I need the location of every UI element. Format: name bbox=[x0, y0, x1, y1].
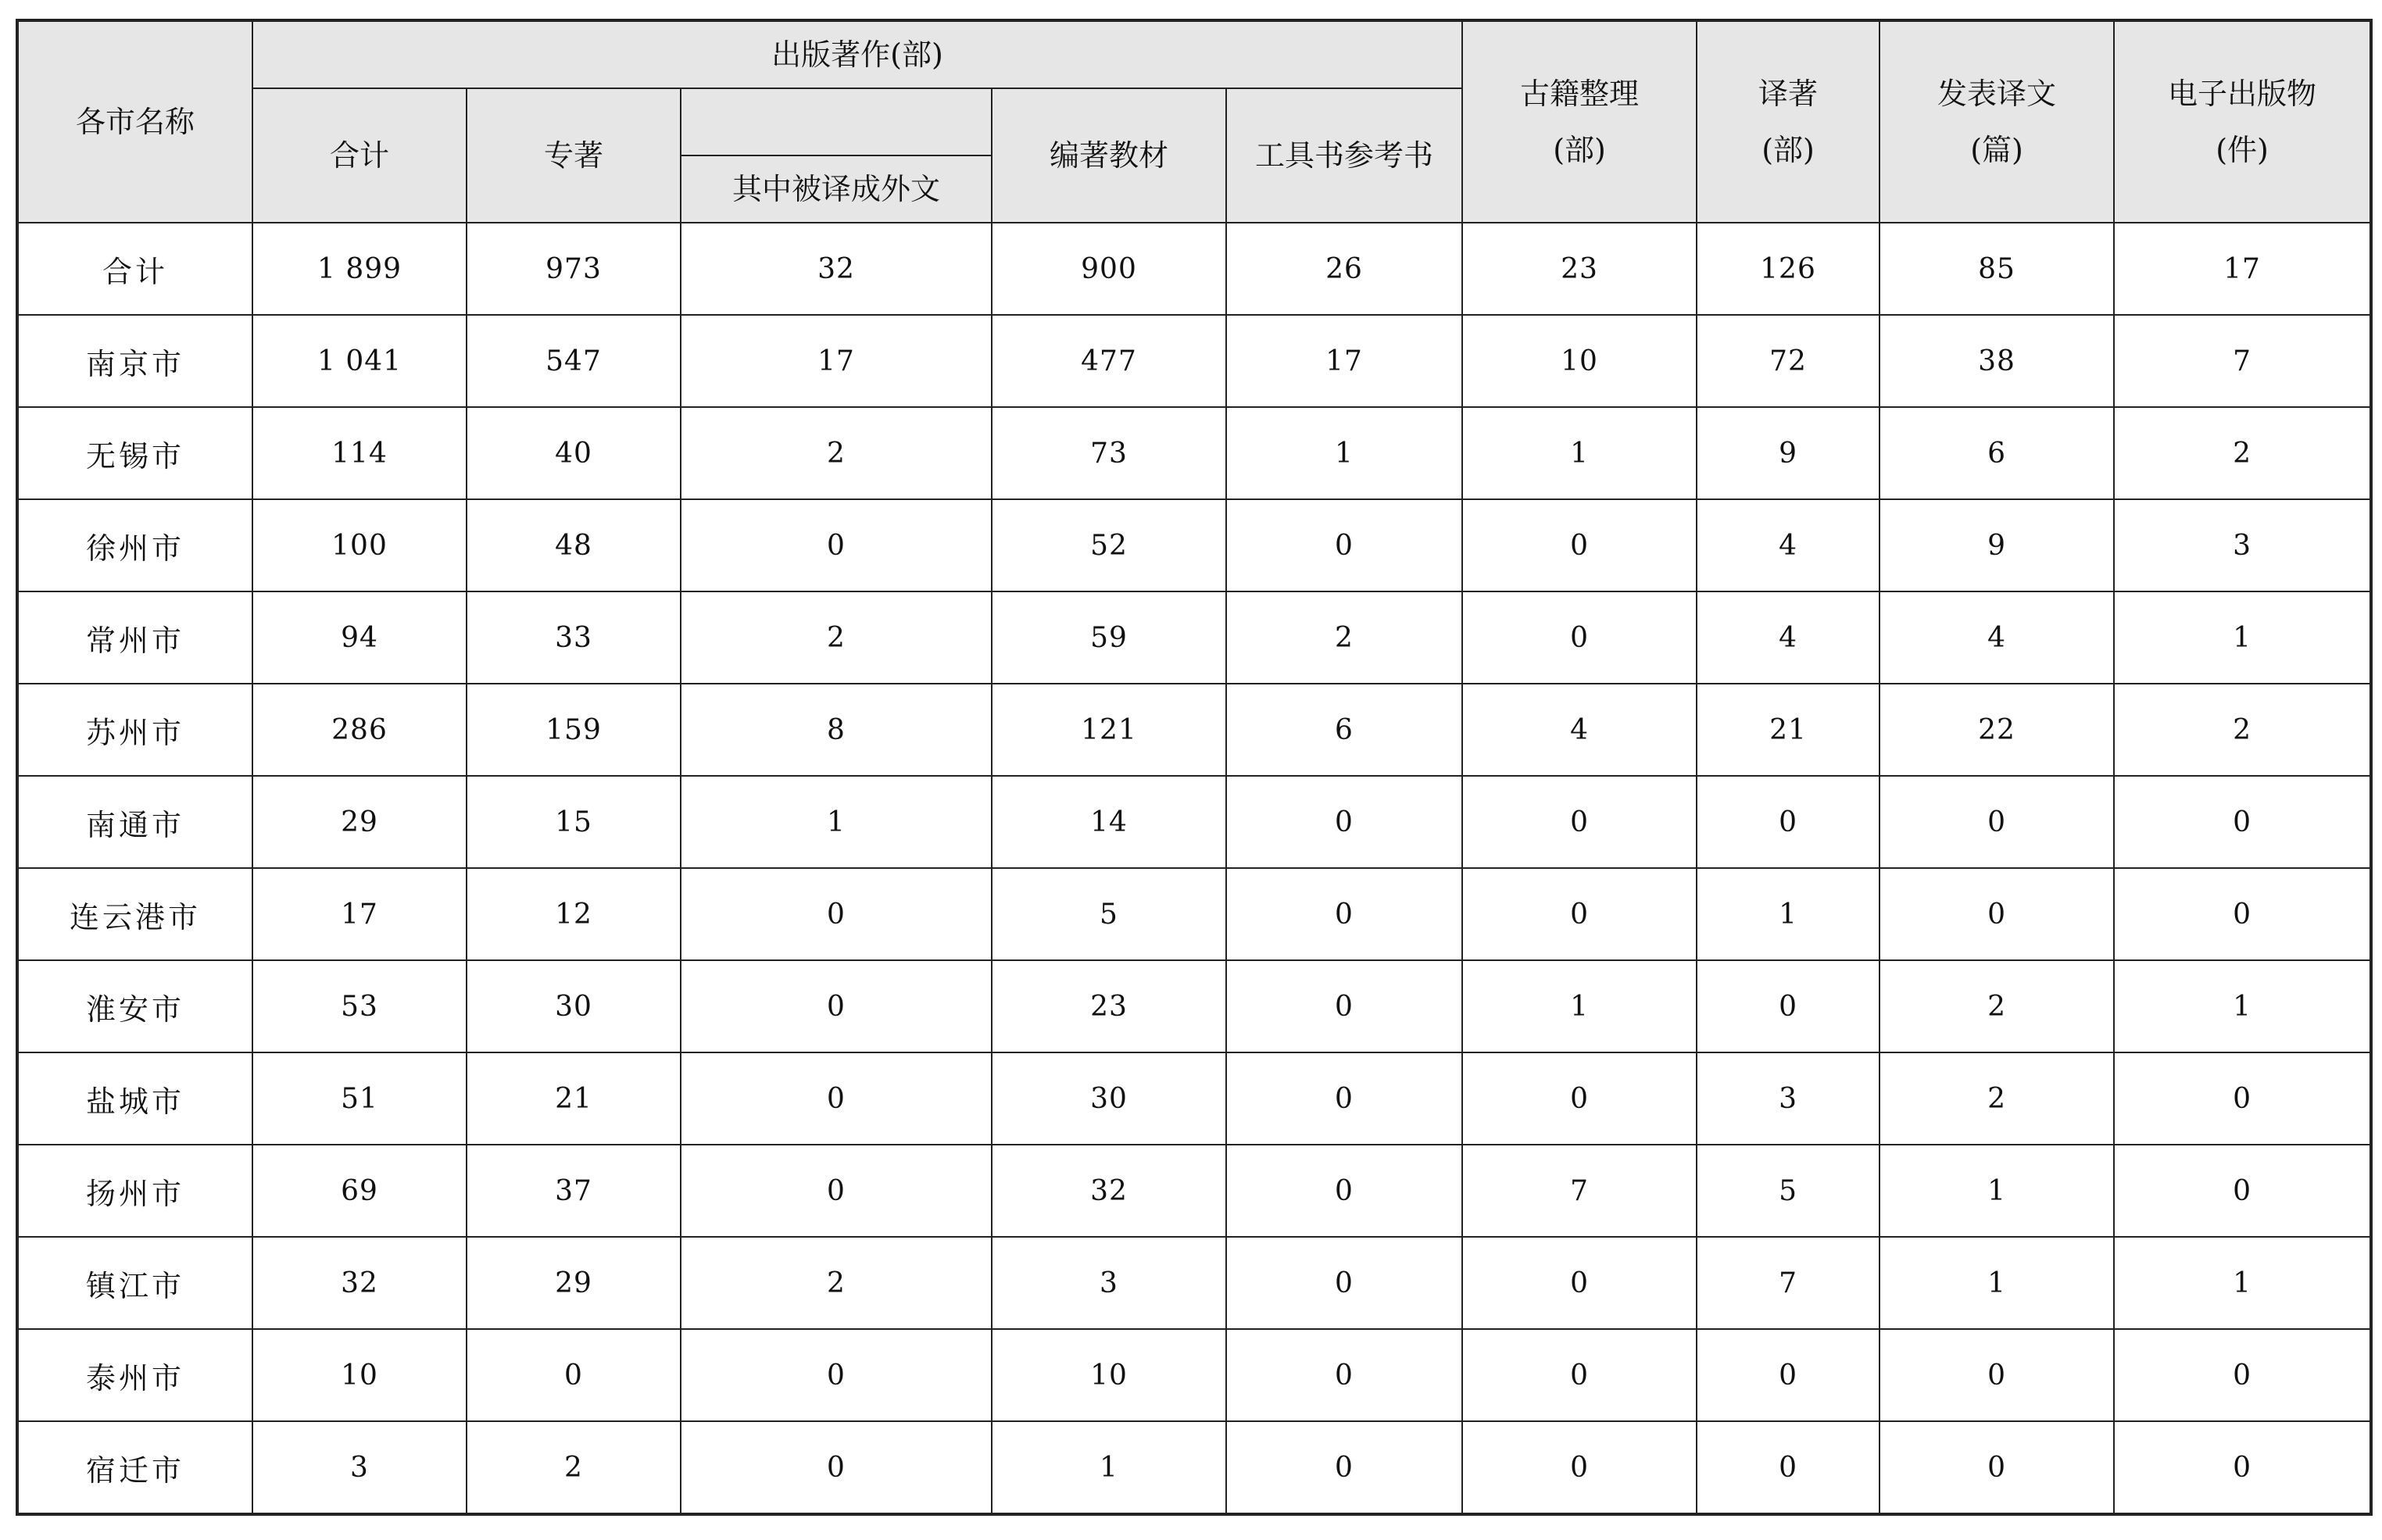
table-cell: 0 bbox=[681, 1421, 992, 1513]
table-cell: 21 bbox=[1697, 684, 1879, 776]
row-city-name: 连云港市 bbox=[18, 868, 252, 960]
table-cell: 85 bbox=[1879, 223, 2114, 315]
table-cell: 51 bbox=[252, 1052, 467, 1145]
table-cell: 0 bbox=[1226, 1052, 1462, 1145]
table-cell: 9 bbox=[1879, 499, 2114, 591]
table-row bbox=[18, 1237, 2370, 1329]
table-cell: 38 bbox=[1879, 315, 2114, 407]
table-cell: 1 bbox=[1697, 868, 1879, 960]
table-cell: 1 bbox=[1879, 1237, 2114, 1329]
row-city-name: 盐城市 bbox=[18, 1052, 252, 1145]
table-cell: 0 bbox=[1226, 1237, 1462, 1329]
table-row bbox=[18, 684, 2370, 776]
table-cell: 53 bbox=[252, 960, 467, 1052]
table-header bbox=[18, 21, 2370, 223]
table-cell: 23 bbox=[992, 960, 1226, 1052]
table-cell: 3 bbox=[1697, 1052, 1879, 1145]
table-cell: 9 bbox=[1697, 407, 1879, 499]
statistics-table bbox=[17, 20, 2371, 1514]
table-cell: 0 bbox=[2114, 1145, 2370, 1237]
table-cell: 0 bbox=[2114, 1329, 2370, 1421]
header-translated-articles-label: 发表译文 bbox=[1937, 76, 2057, 111]
table-cell: 2 bbox=[681, 1237, 992, 1329]
table-cell: 7 bbox=[1697, 1237, 1879, 1329]
table-cell: 2 bbox=[1879, 960, 2114, 1052]
table-cell: 72 bbox=[1697, 315, 1879, 407]
table-cell: 1 bbox=[2114, 591, 2370, 684]
header-city-name: 各市名称 bbox=[18, 21, 252, 223]
table-cell: 32 bbox=[681, 223, 992, 315]
table-cell: 1 bbox=[992, 1421, 1226, 1513]
row-city-name: 徐州市 bbox=[18, 499, 252, 591]
table-cell: 0 bbox=[2114, 1052, 2370, 1145]
table-cell: 22 bbox=[1879, 684, 2114, 776]
table-cell: 0 bbox=[1462, 1052, 1697, 1145]
table-cell: 2 bbox=[1226, 591, 1462, 684]
table-cell: 1 899 bbox=[252, 223, 467, 315]
table-cell: 1 bbox=[2114, 1237, 2370, 1329]
header-monograph-blank bbox=[681, 88, 992, 155]
table-cell: 17 bbox=[2114, 223, 2370, 315]
header-electronic-pubs-unit: (件) bbox=[2216, 133, 2269, 167]
table-cell: 114 bbox=[252, 407, 467, 499]
header-electronic-pubs-label: 电子出版物 bbox=[2168, 76, 2317, 111]
table-cell: 0 bbox=[1462, 1329, 1697, 1421]
table-cell: 5 bbox=[1697, 1145, 1879, 1237]
table-cell: 0 bbox=[2114, 1421, 2370, 1513]
table-row bbox=[18, 407, 2370, 499]
table-cell: 52 bbox=[992, 499, 1226, 591]
table-cell: 6 bbox=[1226, 684, 1462, 776]
header-monograph: 专著 bbox=[467, 88, 681, 223]
table-cell: 2 bbox=[681, 591, 992, 684]
table-cell: 94 bbox=[252, 591, 467, 684]
table-cell: 0 bbox=[1879, 776, 2114, 868]
table-cell: 0 bbox=[1226, 1329, 1462, 1421]
table-row bbox=[18, 1421, 2370, 1513]
table-cell: 14 bbox=[992, 776, 1226, 868]
table-cell: 900 bbox=[992, 223, 1226, 315]
table-cell: 0 bbox=[1226, 868, 1462, 960]
table-cell: 0 bbox=[1462, 1421, 1697, 1513]
row-city-name: 合计 bbox=[18, 223, 252, 315]
table-cell: 0 bbox=[1462, 591, 1697, 684]
row-city-name: 泰州市 bbox=[18, 1329, 252, 1421]
row-city-name: 淮安市 bbox=[18, 960, 252, 1052]
table-cell: 32 bbox=[252, 1237, 467, 1329]
table-cell: 0 bbox=[681, 1052, 992, 1145]
table-cell: 1 bbox=[1462, 407, 1697, 499]
table-cell: 30 bbox=[467, 960, 681, 1052]
table-cell: 10 bbox=[992, 1329, 1226, 1421]
table-cell: 2 bbox=[1879, 1052, 2114, 1145]
header-total: 合计 bbox=[252, 88, 467, 223]
table-cell: 0 bbox=[1462, 1237, 1697, 1329]
header-translations bbox=[1697, 21, 1879, 223]
table-cell: 10 bbox=[252, 1329, 467, 1421]
table-cell: 0 bbox=[1226, 1145, 1462, 1237]
table-cell: 477 bbox=[992, 315, 1226, 407]
table-cell: 0 bbox=[681, 960, 992, 1052]
row-city-name: 宿迁市 bbox=[18, 1421, 252, 1513]
table-cell: 0 bbox=[1879, 1329, 2114, 1421]
header-reference-books: 工具书参考书 bbox=[1226, 88, 1462, 223]
table-cell: 59 bbox=[992, 591, 1226, 684]
table-cell: 0 bbox=[1462, 499, 1697, 591]
table-cell: 0 bbox=[1697, 1329, 1879, 1421]
table-cell: 0 bbox=[1226, 960, 1462, 1052]
table-cell: 4 bbox=[1879, 591, 2114, 684]
row-city-name: 镇江市 bbox=[18, 1237, 252, 1329]
table-cell: 0 bbox=[1226, 499, 1462, 591]
table-cell: 69 bbox=[252, 1145, 467, 1237]
table-cell: 547 bbox=[467, 315, 681, 407]
table-cell: 121 bbox=[992, 684, 1226, 776]
table-cell: 973 bbox=[467, 223, 681, 315]
table-cell: 5 bbox=[992, 868, 1226, 960]
table-row bbox=[18, 1329, 2370, 1421]
table-cell: 1 041 bbox=[252, 315, 467, 407]
table-cell: 3 bbox=[992, 1237, 1226, 1329]
table-cell: 2 bbox=[2114, 407, 2370, 499]
table-cell: 0 bbox=[681, 499, 992, 591]
table-cell: 0 bbox=[1879, 1421, 2114, 1513]
header-translated-into-foreign: 其中被译成外文 bbox=[681, 155, 992, 223]
table-cell: 10 bbox=[1462, 315, 1697, 407]
header-electronic-pubs bbox=[2114, 21, 2370, 223]
row-city-name: 扬州市 bbox=[18, 1145, 252, 1237]
table-cell: 2 bbox=[2114, 684, 2370, 776]
table-cell: 1 bbox=[681, 776, 992, 868]
table-cell: 0 bbox=[1226, 1421, 1462, 1513]
header-translations-unit: (部) bbox=[1761, 133, 1815, 167]
table-cell: 159 bbox=[467, 684, 681, 776]
table-cell: 12 bbox=[467, 868, 681, 960]
table-row bbox=[18, 868, 2370, 960]
table-cell: 1 bbox=[2114, 960, 2370, 1052]
table-cell: 17 bbox=[681, 315, 992, 407]
table-row bbox=[18, 591, 2370, 684]
table-cell: 0 bbox=[2114, 868, 2370, 960]
table-cell: 73 bbox=[992, 407, 1226, 499]
row-city-name: 南京市 bbox=[18, 315, 252, 407]
table-cell: 1 bbox=[1226, 407, 1462, 499]
table-cell: 0 bbox=[467, 1329, 681, 1421]
row-city-name: 常州市 bbox=[18, 591, 252, 684]
table-cell: 0 bbox=[1697, 960, 1879, 1052]
table-cell: 8 bbox=[681, 684, 992, 776]
header-ancient-books bbox=[1462, 21, 1697, 223]
table-cell: 0 bbox=[681, 1329, 992, 1421]
table-row bbox=[18, 223, 2370, 315]
table-cell: 17 bbox=[252, 868, 467, 960]
table-cell: 32 bbox=[992, 1145, 1226, 1237]
table-cell: 2 bbox=[681, 407, 992, 499]
table-cell: 0 bbox=[1226, 776, 1462, 868]
table-row bbox=[18, 776, 2370, 868]
header-translated-articles-unit: (篇) bbox=[1970, 133, 2023, 167]
table-cell: 0 bbox=[1879, 868, 2114, 960]
table-cell: 29 bbox=[252, 776, 467, 868]
row-city-name: 无锡市 bbox=[18, 407, 252, 499]
table-cell: 7 bbox=[2114, 315, 2370, 407]
table-cell: 15 bbox=[467, 776, 681, 868]
header-textbooks: 编著教材 bbox=[992, 88, 1226, 223]
header-published-works: 出版著作(部) bbox=[252, 21, 1462, 88]
table-row bbox=[18, 1145, 2370, 1237]
table-cell: 286 bbox=[252, 684, 467, 776]
table-row bbox=[18, 499, 2370, 591]
table-body bbox=[18, 223, 2370, 1513]
table-row bbox=[18, 960, 2370, 1052]
table-row bbox=[18, 315, 2370, 407]
table-cell: 0 bbox=[681, 868, 992, 960]
table-cell: 0 bbox=[1462, 776, 1697, 868]
table-cell: 26 bbox=[1226, 223, 1462, 315]
header-ancient-books-unit: (部) bbox=[1553, 133, 1606, 167]
table-cell: 48 bbox=[467, 499, 681, 591]
table-cell: 23 bbox=[1462, 223, 1697, 315]
table-cell: 0 bbox=[1697, 776, 1879, 868]
table-row bbox=[18, 1052, 2370, 1145]
table-cell: 1 bbox=[1462, 960, 1697, 1052]
table-cell: 2 bbox=[467, 1421, 681, 1513]
table-cell: 4 bbox=[1697, 591, 1879, 684]
header-translated-articles bbox=[1879, 21, 2114, 223]
row-city-name: 苏州市 bbox=[18, 684, 252, 776]
table-cell: 33 bbox=[467, 591, 681, 684]
table-cell: 1 bbox=[1879, 1145, 2114, 1237]
table-cell: 3 bbox=[2114, 499, 2370, 591]
table-cell: 37 bbox=[467, 1145, 681, 1237]
header-ancient-books-label: 古籍整理 bbox=[1520, 76, 1640, 111]
table-cell: 0 bbox=[1697, 1421, 1879, 1513]
table-cell: 0 bbox=[1462, 868, 1697, 960]
table-cell: 21 bbox=[467, 1052, 681, 1145]
table-cell: 6 bbox=[1879, 407, 2114, 499]
table-cell: 4 bbox=[1462, 684, 1697, 776]
table-cell: 0 bbox=[681, 1145, 992, 1237]
table-cell: 0 bbox=[2114, 776, 2370, 868]
table-cell: 126 bbox=[1697, 223, 1879, 315]
table-cell: 3 bbox=[252, 1421, 467, 1513]
table-cell: 7 bbox=[1462, 1145, 1697, 1237]
table-cell: 40 bbox=[467, 407, 681, 499]
table-cell: 4 bbox=[1697, 499, 1879, 591]
table-cell: 29 bbox=[467, 1237, 681, 1329]
row-city-name: 南通市 bbox=[18, 776, 252, 868]
table-cell: 17 bbox=[1226, 315, 1462, 407]
header-translations-label: 译著 bbox=[1758, 76, 1819, 111]
table-cell: 30 bbox=[992, 1052, 1226, 1145]
table-cell: 100 bbox=[252, 499, 467, 591]
